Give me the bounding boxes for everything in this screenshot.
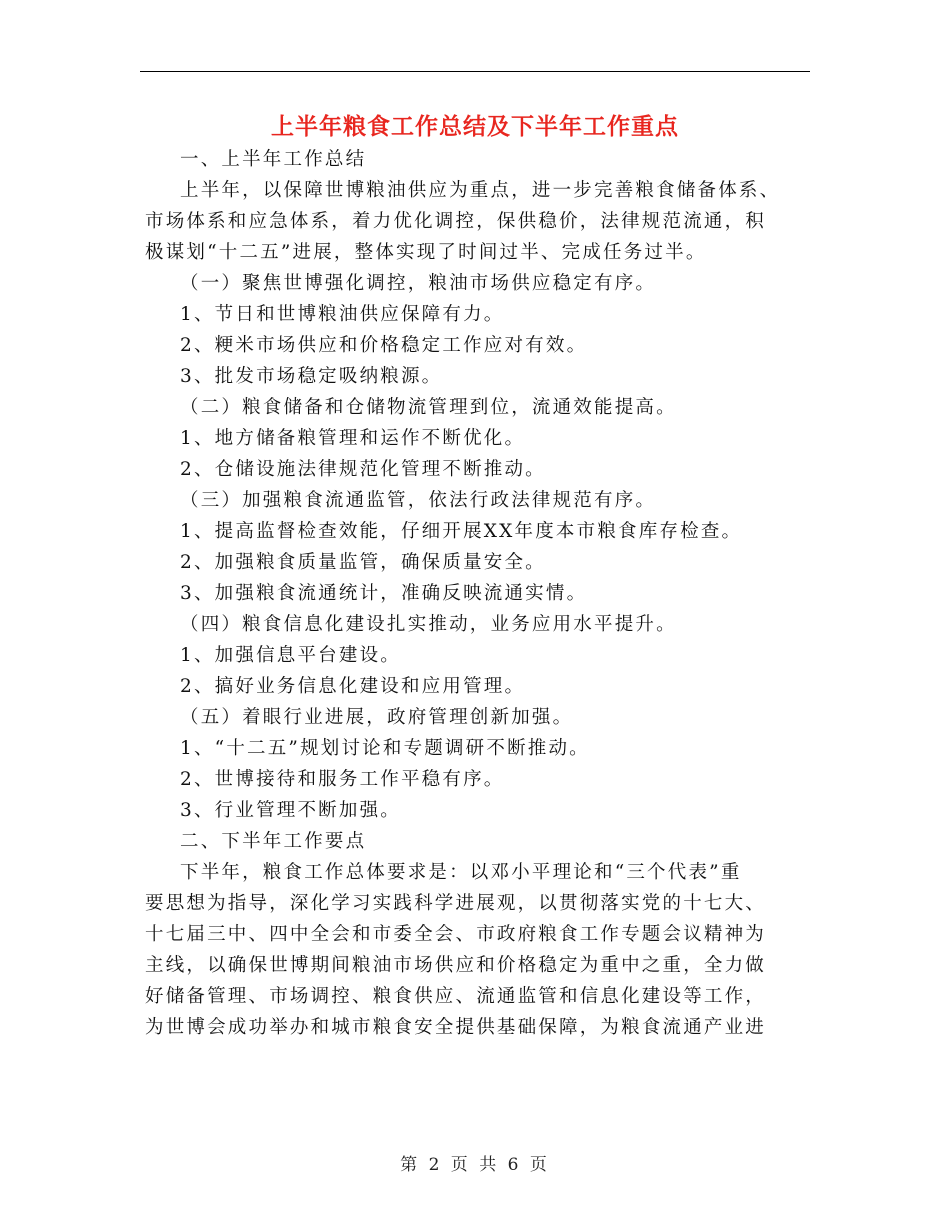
paragraph: （三）加强粮食流通监管，依法行政法律规范有序。 — [180, 490, 657, 511]
paragraph: 2、仓储设施法律规范化管理不断推动。 — [180, 459, 546, 480]
page-number: 第 2 页 共 6 页 — [400, 1155, 550, 1175]
paragraph: 2、搞好业务信息化建设和应用管理。 — [180, 676, 526, 697]
paragraph: 1、提高监督检查效能，仔细开展XX年度本市粮食库存检查。 — [180, 521, 743, 542]
header-rule — [140, 71, 810, 72]
paragraph: （二）粮食储备和仓储物流管理到位，流通效能提高。 — [180, 397, 677, 418]
document-body — [145, 144, 810, 1043]
paragraph: （一）聚焦世博强化调控，粮油市场供应稳定有序。 — [180, 273, 657, 294]
paragraph: 主线，以确保世博期间粮油市场供应和价格稳定为重中之重，全力做 — [145, 955, 767, 976]
paragraph: （五）着眼行业进展，政府管理创新加强。 — [180, 707, 574, 728]
paragraph: 3、行业管理不断加强。 — [180, 800, 401, 821]
paragraph: 1、“十二五”规划讨论和专题调研不断推动。 — [180, 738, 590, 759]
paragraph: 1、加强信息平台建设。 — [180, 645, 401, 666]
paragraph: 要思想为指导，深化学习实践科学进展观，以贯彻落实党的十七大、 — [145, 893, 767, 914]
paragraph: 3、批发市场稳定吸纳粮源。 — [180, 366, 443, 387]
paragraph: 二、下半年工作要点 — [180, 831, 367, 852]
paragraph: 下半年，粮食工作总体要求是：以邓小平理论和“三个代表”重 — [180, 862, 742, 883]
paragraph: 市场体系和应急体系，着力优化调控，保供稳价，法律规范流通，积 — [145, 211, 767, 232]
paragraph: 2、加强粮食质量监管，确保质量安全。 — [180, 552, 546, 573]
paragraph: 上半年，以保障世博粮油供应为重点，进一步完善粮食储备体系、 — [180, 180, 781, 201]
paragraph: 1、节日和世博粮油供应保障有力。 — [180, 304, 505, 325]
paragraph: 为世博会成功举办和城市粮食安全提供基础保障，为粮食流通产业进 — [145, 1017, 767, 1038]
paragraph: 一、上半年工作总结 — [180, 149, 367, 170]
paragraph: 3、加强粮食流通统计，准确反映流通实情。 — [180, 583, 588, 604]
paragraph: 1、地方储备粮管理和运作不断优化。 — [180, 428, 526, 449]
document-title: 上半年粮食工作总结及下半年工作重点 — [271, 113, 679, 140]
paragraph: 好储备管理、市场调控、粮食供应、流通监管和信息化建设等工作， — [145, 986, 767, 1007]
paragraph: 2、粳米市场供应和价格稳定工作应对有效。 — [180, 335, 588, 356]
paragraph: 极谋划“十二五”进展，整体实现了时间过半、完成任务过半。 — [145, 242, 707, 263]
paragraph: 2、世博接待和服务工作平稳有序。 — [180, 769, 505, 790]
paragraph: 十七届三中、四中全会和市委全会、市政府粮食工作专题会议精神为 — [145, 924, 767, 945]
paragraph: （四）粮食信息化建设扎实推动，业务应用水平提升。 — [180, 614, 677, 635]
